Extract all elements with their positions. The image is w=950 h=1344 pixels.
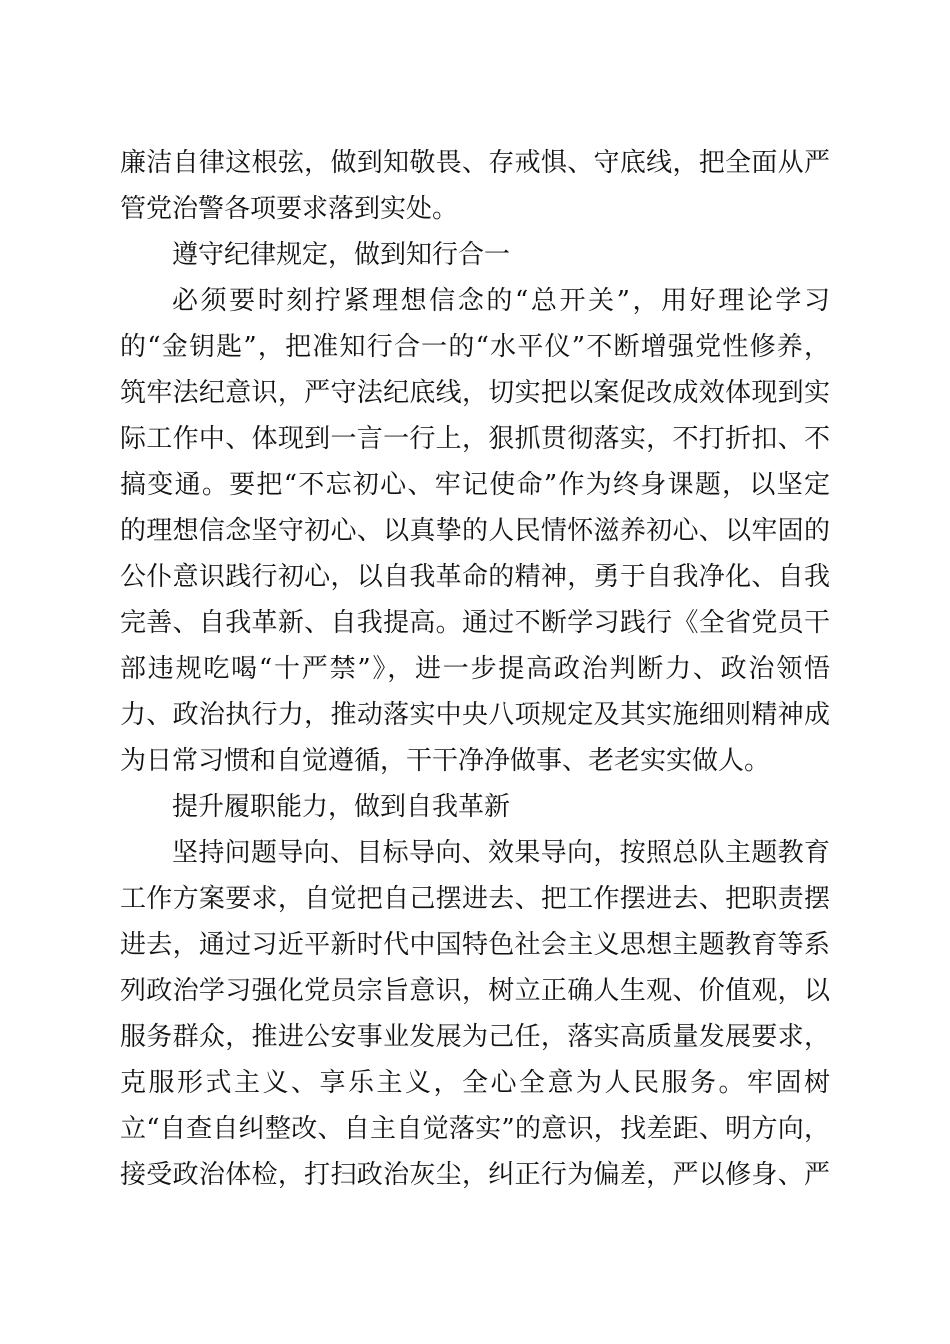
paragraph-line: 的理想信念坚守初心、以真挚的人民情怀滋养初心、以牢固的 (120, 516, 830, 546)
paragraph-line: 的“金钥匙”，把准知行合一的“水平仪”不断增强党性修养， (120, 332, 830, 362)
paragraph-line: 筑牢法纪意识，严守法纪底线，切实把以案促改成效体现到实 (120, 378, 830, 408)
paragraph-line: 搞变通。要把“不忘初心、牢记使命”作为终身课题，以坚定 (120, 470, 830, 500)
section-heading: 提升履职能力，做到自我革新 (172, 792, 511, 822)
paragraph-line: 部违规吃喝“十严禁”》，进一步提高政治判断力、政治领悟 (120, 654, 830, 684)
paragraph-line: 克服形式主义、享乐主义，全心全意为人民服务。牢固树 (120, 1068, 830, 1098)
paragraph-line: 际工作中、体现到一言一行上，狠抓贯彻落实，不打折扣、不 (120, 424, 830, 454)
section-heading: 遵守纪律规定，做到知行合一 (172, 240, 511, 270)
paragraph-line: 力、政治执行力，推动落实中央八项规定及其实施细则精神成 (120, 700, 830, 730)
paragraph-line: 列政治学习强化党员宗旨意识，树立正确人生观、价值观，以 (120, 976, 830, 1006)
paragraph-line: 廉洁自律这根弦，做到知敬畏、存戒惧、守底线，把全面从严 (120, 148, 830, 178)
paragraph-line: 必须要时刻拧紧理想信念的“总开关”，用好理论学习 (172, 286, 830, 316)
paragraph-line: 进去，通过习近平新时代中国特色社会主义思想主题教育等系 (120, 930, 830, 960)
paragraph-line: 完善、自我革新、自我提高。通过不断学习践行《全省党员干 (120, 608, 830, 638)
paragraph-line: 服务群众，推进公安事业发展为己任，落实高质量发展要求， (120, 1022, 830, 1052)
paragraph-line: 管党治警各项要求落到实处。 (120, 194, 459, 224)
paragraph-line: 为日常习惯和自觉遵循，干干净净做事、老老实实做人。 (120, 746, 771, 776)
paragraph-line: 坚持问题导向、目标导向、效果导向，按照总队主题教育 (172, 838, 830, 868)
paragraph-line: 接受政治体检，打扫政治灰尘，纠正行为偏差，严以修身、严 (120, 1160, 830, 1190)
paragraph-line: 工作方案要求，自觉把自己摆进去、把工作摆进去、把职责摆 (120, 884, 830, 914)
paragraph-line: 立“自查自纠整改、自主自觉落实”的意识，找差距、明方向， (120, 1114, 830, 1144)
paragraph-line: 公仆意识践行初心，以自我革命的精神，勇于自我净化、自我 (120, 562, 830, 592)
